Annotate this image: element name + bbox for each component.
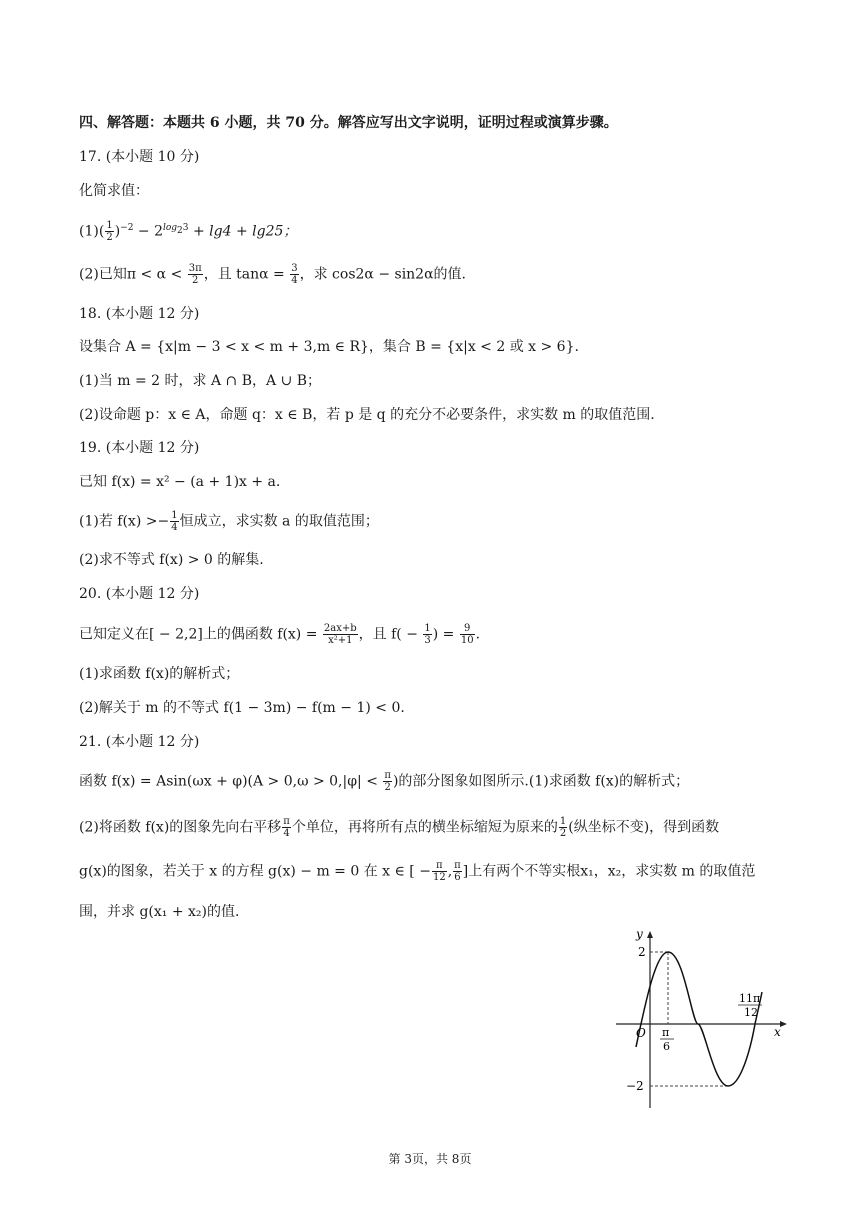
- q21-line3-b: ]上有两个不等实根x₁，x₂，求实数 m 的取值范: [462, 863, 756, 880]
- q20-line1-b: ，且 f( −: [358, 626, 418, 643]
- q17-part2-a: (2)已知π < α <: [79, 266, 183, 283]
- q21-line2: (2)将函数 f(x)的图象先向右平移 $\frac{\pi}{4}$ 个单位，再将所有点的横坐标缩短为原来的 $\frac{1}{2}$ (纵坐标不变)，得到函数: [79, 816, 720, 839]
- q17-intro: 化简求值：: [79, 183, 149, 199]
- q17-part2-c: ，求 cos2α − sin2α的值.: [299, 266, 466, 283]
- x-axis-label: x: [774, 1025, 781, 1039]
- q19-title: 19. (本小题 12 分): [79, 440, 200, 456]
- q17-part2: (2)已知π < α < $\frac{3\pi}{2}$ ，且 tanα = $\frac{3}{4}$ ，求 cos2α − sin2α的值.: [79, 263, 466, 286]
- q20-line1-d: .: [475, 626, 481, 643]
- q21-line2-b: 个单位，再将所有点的横坐标缩短为原来的: [291, 819, 558, 836]
- q20-part2: (2)解关于 m 的不等式 f(1 − 3m) − f(m − 1) < 0.: [79, 700, 405, 716]
- q21-line2-c: (纵坐标不变)，得到函数: [568, 819, 720, 836]
- q21-line1: 函数 f(x) = Asin(ωx + φ)(A > 0,ω > 0,|φ| < $\frac{\pi}{2}$ )的部分图象如图所示.(1)求函数 f(x)的解析式；: [79, 770, 690, 793]
- q20-line1-a: 已知定义在[ − 2,2]上的偶函数 f(x) =: [79, 626, 318, 643]
- svg-text:12: 12: [744, 1006, 758, 1019]
- q19-part1-b: 恒成立，求实数 a 的取值范围；: [179, 513, 379, 530]
- y-axis-label: y: [636, 927, 643, 941]
- q18-line1: 设集合 A = {x|m − 3 < x < m + 3,m ∈ R}，集合 B = {x|x < 2 或 x > 6}.: [79, 339, 579, 355]
- q21-line1-b: )的部分图象如图所示.(1)求函数 f(x)的解析式；: [392, 773, 690, 790]
- q21-line2-a: (2)将函数 f(x)的图象先向右平移: [79, 819, 282, 836]
- q21-line3-a: g(x)的图象，若关于 x 的方程 g(x) − m = 0 在 x ∈ [ −: [79, 863, 431, 880]
- y-axis-arrow: [647, 931, 653, 938]
- q21-line1-a: 函数 f(x) = Asin(ωx + φ)(A > 0,ω > 0,|φ| <: [79, 773, 378, 790]
- q19-part1-a: (1)若 f(x) >−: [79, 513, 170, 530]
- sine-curve: [636, 952, 762, 1086]
- q17-part2-b: ，且 tanα =: [203, 266, 285, 283]
- q19-part2: (2)求不等式 f(x) > 0 的解集.: [79, 552, 264, 568]
- section-header: 四、解答题：本题共 6 小题，共 70 分。解答应写出文字说明，证明过程或演算步骤。: [79, 115, 618, 131]
- q17-part1: (1)( $\frac{1}{2}$ )$^{-2} - 2^{log_23} + \lg 4 + \lg 25$；: [79, 220, 298, 244]
- q17-part1-rest: + lg4 + lg25；: [192, 223, 298, 240]
- q21-line3: g(x)的图象，若关于 x 的方程 g(x) − m = 0 在 x ∈ [ − $\frac{\pi}{12}$ , $\frac{\pi}{6}$ ]上有两个不等实根x₁，x₂，求实数 m 的取值范: [79, 860, 756, 883]
- q20-part1: (1)求函数 f(x)的解析式；: [79, 666, 240, 682]
- q17-title: 17. (本小题 10 分): [79, 149, 200, 165]
- q18-part1: (1)当 m = 2 时，求 A ∩ B，A ∪ B；: [79, 373, 322, 389]
- q21-title: 21. (本小题 12 分): [79, 734, 200, 750]
- q18-title: 18. (本小题 12 分): [79, 306, 200, 322]
- y-min-label: −2: [626, 1079, 644, 1093]
- q19-part1: (1)若 f(x) >− $\frac{1}{4}$ 恒成立，求实数 a 的取值范围；: [79, 510, 379, 533]
- q20-title: 20. (本小题 12 分): [79, 586, 200, 602]
- q18-part2: (2)设命题 p：x ∈ A，命题 q：x ∈ B，若 p 是 q 的充分不必要条件，求实数 m 的取值范围.: [79, 407, 655, 423]
- origin-label: O: [636, 1026, 646, 1040]
- page-footer: 第 3页，共 8页: [388, 1152, 472, 1166]
- x-tick-pi-over-6: [660, 1026, 674, 1053]
- svg-text:11π: 11π: [739, 992, 761, 1005]
- sine-graph: [612, 922, 792, 1112]
- q17-part1-label: (1): [79, 223, 99, 240]
- svg-text:π: π: [662, 1026, 670, 1039]
- x-axis-arrow: [780, 1021, 787, 1027]
- y-max-label: 2: [638, 945, 646, 959]
- q20-line1: 已知定义在[ − 2,2]上的偶函数 f(x) = $\frac{2ax+b}{\text{x²+1}}$ ，且 f( − $\frac{1}{3}$ ) = $\frac{9}{10}$ .: [79, 623, 481, 646]
- svg-text:6: 6: [663, 1040, 670, 1053]
- q20-line1-c: ) =: [432, 626, 455, 643]
- q21-line4: 围，并求 g(x₁ + x₂)的值.: [79, 904, 240, 920]
- q19-line1: 已知 f(x) = x² − (a + 1)x + a.: [79, 474, 281, 490]
